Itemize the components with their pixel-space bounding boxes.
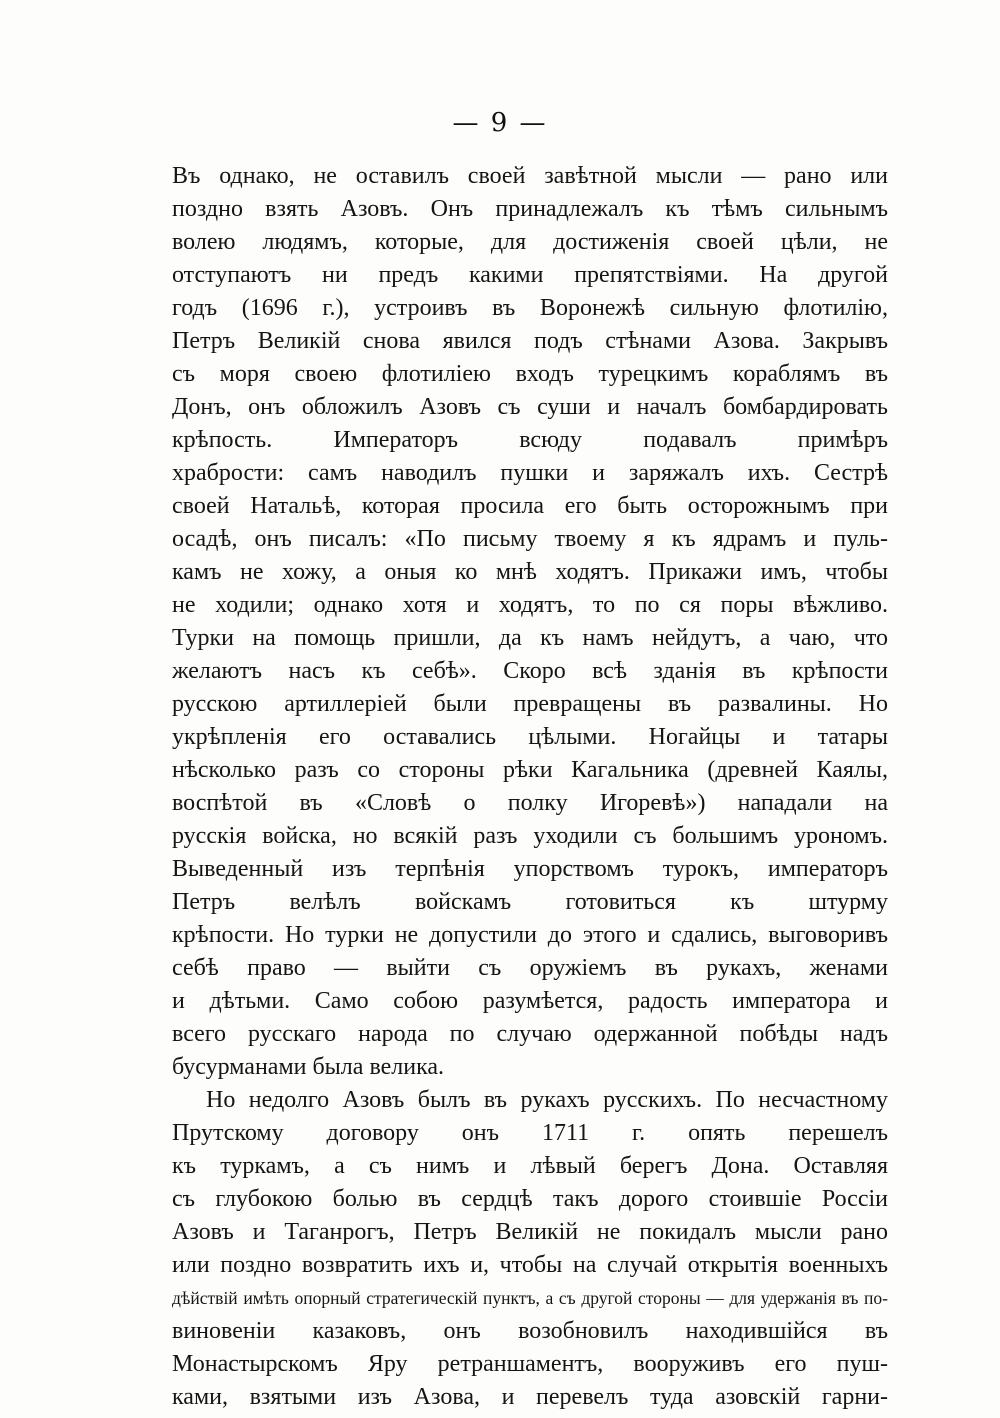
text-line: Азовъ и Таганрогъ, Петръ Великій не покидалъ мысли рано xyxy=(172,1219,888,1245)
text-line: Въ однако, не оставилъ своей завѣтной мысли — рано или xyxy=(172,163,888,189)
text-line: русскою артиллеріей были превращены въ развалины. Но xyxy=(172,691,888,717)
text-line: виновеніи казаковъ, онъ возобновилъ находившійся въ xyxy=(172,1318,888,1344)
text-line: Турки на помощь пришли, да къ намъ нейдутъ, а чаю, что xyxy=(172,625,888,651)
text-line: Петръ велѣлъ войскамъ готовиться къ штурму xyxy=(172,889,888,915)
text-line: Прутскому договору онъ 1711 г. опять перешелъ xyxy=(172,1120,888,1146)
text-line: Монастырскомъ Яру ретраншаментъ, вооруживъ его пуш- xyxy=(172,1351,888,1377)
text-line: своей Натальѣ, которая просила его быть осторожнымъ при xyxy=(172,493,888,519)
text-line: всего русскаго народа по случаю одержанной побѣды надъ xyxy=(172,1021,888,1047)
text-line: камъ не хожу, а оныя ко мнѣ ходятъ. Прикажи имъ, чтобы xyxy=(172,559,888,585)
text-line: крѣпость. Императоръ всюду подавалъ примѣръ xyxy=(172,427,888,453)
text-line: поздно взять Азовъ. Онъ принадлежалъ къ тѣмъ сильнымъ xyxy=(172,196,888,222)
text-line: осадѣ, онъ писалъ: «По письму твоему я къ ядрамъ и пуль- xyxy=(172,526,888,552)
text-line: дѣйствій имѣть опорный стратегическій пунктъ, а съ другой стороны — для удержанія въ по- xyxy=(172,1288,888,1308)
body-text xyxy=(172,160,888,1414)
text-line: себѣ право — выйти съ оружіемъ въ рукахъ, женами xyxy=(172,955,888,981)
text-line: съ глубокою болью въ сердцѣ такъ дорого стоившіе Россіи xyxy=(172,1186,888,1212)
text-line: къ туркамъ, а съ нимъ и лѣвый берегъ Дона. Оставляя xyxy=(172,1153,888,1179)
text-line: Петръ Великій снова явился подъ стѣнами Азова. Закрывъ xyxy=(172,328,888,354)
text-line: ками, взятыми изъ Азова, и перевелъ туда азовскій гарни- xyxy=(172,1384,888,1410)
text-line: годъ (1696 г.), устроивъ въ Воронежѣ сильную флотилію, xyxy=(172,295,888,321)
text-line: крѣпости. Но турки не допустили до этого и сдались, выговоривъ xyxy=(172,922,888,948)
text-line: Донъ, онъ обложилъ Азовъ съ суши и началъ бомбардировать xyxy=(172,394,888,420)
text-line: укрѣпленія его оставались цѣлыми. Ногайцы и татары xyxy=(172,724,888,750)
text-line: нѣсколько разъ со стороны рѣки Кагальника (древней Каялы, xyxy=(172,757,888,783)
text-line: волею людямъ, которые, для достиженія своей цѣли, не xyxy=(172,229,888,255)
text-line: желаютъ насъ къ себѣ». Скоро всѣ зданія въ крѣпости xyxy=(172,658,888,684)
text-line: воспѣтой въ «Словѣ о полку Игоревѣ») нападали на xyxy=(172,790,888,816)
text-line: Выведенный изъ терпѣнія упорствомъ турокъ, императоръ xyxy=(172,856,888,882)
text-line: русскія войска, но всякій разъ уходили съ большимъ урономъ. xyxy=(172,823,888,849)
text-line: не ходили; однако хотя и ходятъ, то по ся поры вѣжливо. xyxy=(172,592,888,618)
text-line: или поздно возвратить ихъ и, чтобы на случай открытія военныхъ xyxy=(172,1252,888,1278)
text-line: храбрости: самъ наводилъ пушки и заряжалъ ихъ. Сестрѣ xyxy=(172,460,888,486)
text-line: отступаютъ ни предъ какими препятствіями. На другой xyxy=(172,262,888,288)
text-line: бусурманами была велика. xyxy=(172,1054,445,1080)
page-number: — 9 — xyxy=(452,108,548,138)
text-line: съ моря своею флотиліею входъ турецкимъ кораблямъ въ xyxy=(172,361,888,387)
text-line: Но недолго Азовъ былъ въ рукахъ русскихъ. По несчастному xyxy=(206,1087,888,1113)
text-line: и дѣтьми. Само собою разумѣется, радость императора и xyxy=(172,988,888,1014)
